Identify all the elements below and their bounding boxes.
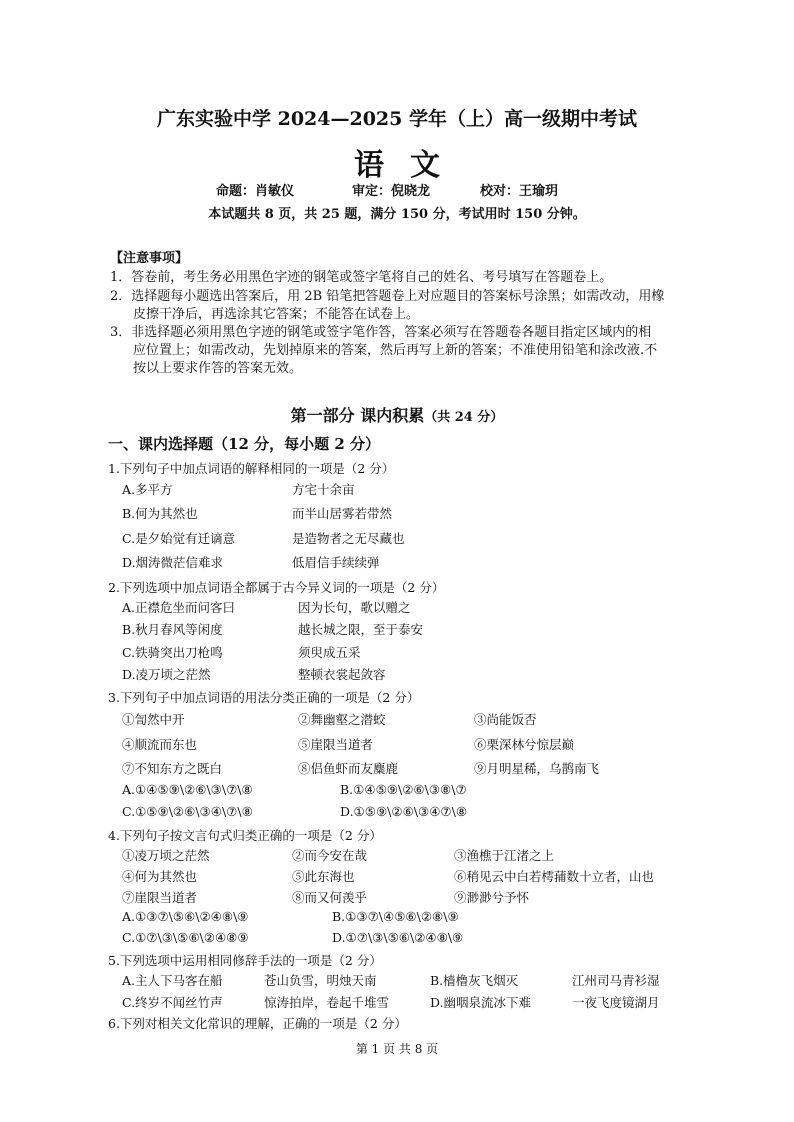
q3-item: ⑥栗深林兮惊层巅 xyxy=(474,737,575,752)
exam-title: 广东实验中学 2024—2025 学年（上）高一级期中考试 xyxy=(157,108,637,130)
q2-option-c1: C.铁骑突出刀枪鸣 xyxy=(122,645,223,660)
q5-option-d1: D.幽咽泉流冰下难 xyxy=(430,995,532,1010)
q5-option-a1: A.主人下马客在船 xyxy=(122,973,223,988)
q3-item: ③尚能饭否 xyxy=(474,712,537,727)
q5-option-d2: 一夜飞度镜湖月 xyxy=(572,995,660,1010)
q4-option-a: A.①③⑦\⑤⑥\②④⑧\⑨ xyxy=(122,909,249,924)
q4-option-c: C.①⑦\③\⑤⑥\②④⑧⑨ xyxy=(122,930,249,945)
notice-title: 【注意事项】 xyxy=(110,251,189,266)
proposer: 命题：肖敏仪 xyxy=(216,184,295,199)
q2-option-c2: 须臾成五采 xyxy=(298,645,361,660)
q1-option-c2: 是造物者之无尽藏也 xyxy=(292,531,405,546)
authors-line xyxy=(216,180,558,199)
q2-stem: 2.下列选项中加点词语全都属于古今异义词的一项是（2 分） xyxy=(108,580,445,595)
q1-option-b1: B.何为其然也 xyxy=(122,506,198,521)
q5-option-c2: 惊涛拍岸，卷起千堆雪 xyxy=(264,995,390,1010)
q1-stem: 1.下列句子中加点词语的解释相同的一项是（2 分） xyxy=(108,461,395,476)
q4-item: ③渔樵于江渚之上 xyxy=(454,848,555,863)
q2-option-a2: 因为长句，歌以赠之 xyxy=(298,600,411,615)
q3-stem: 3.下列句子中加点词语的用法分类正确的一项是（2 分） xyxy=(108,690,420,705)
notice-line-3: 皮擦干净后，再选涂其它答案；不能答在试卷上。 xyxy=(133,307,420,322)
section-title: 一、课内选择题（12 分，每小题 2 分） xyxy=(108,435,380,453)
q4-item: ⑧而又何羡乎 xyxy=(292,890,368,905)
q2-option-d2: 整顿衣裳起敛容 xyxy=(298,667,386,682)
q5-option-b2: 江州司马青衫湿 xyxy=(572,973,660,988)
notice-line-6: 按以上要求作答的答案无效。 xyxy=(133,361,303,376)
q4-item: ⑨渺渺兮予怀 xyxy=(454,890,530,905)
q1-option-c1: C.是夕始觉有迁谪意 xyxy=(122,531,236,546)
q3-item: ⑧侣鱼虾而友麋鹿 xyxy=(298,761,399,776)
part-title: 第一部分 课内积累（共 24 分） xyxy=(290,406,504,425)
q3-option-b: B.①④⑤⑨\②⑥\③⑧\⑦ xyxy=(340,782,467,797)
q1-option-b2: 而半山居雾若带然 xyxy=(292,506,393,521)
q2-option-b2: 越长城之限，至于泰安 xyxy=(298,622,424,637)
q3-option-a: A.①④⑤⑨\②⑥\③\⑦\⑧ xyxy=(122,782,253,797)
q3-option-c: C.①⑤⑨\②⑥\③④\⑦\⑧ xyxy=(122,804,253,819)
page-number: 第 1 页 共 8 页 xyxy=(355,1042,439,1056)
q6-stem: 6.下列对相关文化常识的理解，正确的一项是（2 分） xyxy=(108,1016,407,1031)
q3-item: ②舞幽壑之潜蛟 xyxy=(298,712,386,727)
q4-option-d: D.①⑦\③\⑤⑥\②④⑧\⑨ xyxy=(332,930,464,945)
notice-line-4: 3．非选择题必须用黑色字迹的钢笔或签字笔作答，答案必须写在答题卷各题目指定区域内的相 xyxy=(110,325,652,340)
q4-stem: 4.下列句子按文言句式归类正确的一项是（2 分） xyxy=(108,828,382,843)
q3-item: ⑨月明星稀，乌鹊南飞 xyxy=(474,761,600,776)
proofreader: 校对：王瑜玥 xyxy=(480,184,559,199)
q4-option-b: B.①③⑦\④⑤⑥\②⑧\⑨ xyxy=(332,909,459,924)
q3-item: ①訇然中开 xyxy=(122,712,185,727)
exam-info: 本试题共 8 页，共 25 题，满分 150 分，考试用时 150 分钟。 xyxy=(208,207,586,222)
q1-option-d2: 低眉信手续续弹 xyxy=(292,555,380,570)
reviewer: 审定：倪晓龙 xyxy=(352,184,431,199)
q2-option-a1: A.正襟危坐而问客曰 xyxy=(122,600,236,615)
q4-item: ②而今安在哉 xyxy=(292,848,368,863)
notice-line-1: 1．答卷前，考生务必用黑色字迹的钢笔或签字笔将自己的姓名、考号填写在答题卷上。 xyxy=(110,270,613,285)
q1-option-a2: 方宅十余亩 xyxy=(292,482,355,497)
q3-item: ④顺流而东也 xyxy=(122,737,198,752)
q4-item: ④何为其然也 xyxy=(122,869,198,884)
q5-option-c1: C.终岁不闻丝竹声 xyxy=(122,995,223,1010)
q3-item: ⑤崖限当道者 xyxy=(298,737,374,752)
q3-item: ⑦不知东方之既白 xyxy=(122,761,223,776)
q5-option-b1: B.樯橹灰飞烟灭 xyxy=(430,973,519,988)
notice-line-2: 2．选择题每小题选出答案后，用 2B 铅笔把答题卷上对应题目的答案标号涂黑；如需改动，用橡 xyxy=(110,289,665,304)
q4-item: ⑤此东海也 xyxy=(292,869,355,884)
q4-item: ⑥稍见云中白若樗蒱数十立者，山也 xyxy=(454,869,655,884)
q2-option-d1: D.凌万顷之茫然 xyxy=(122,667,211,682)
q5-stem: 5.下列选项中运用相同修辞手法的一项是（2 分） xyxy=(108,953,382,968)
notice-line-5: 应位置上；如需改动，先划掉原来的答案，然后再写上新的答案；不准使用铅笔和涂改液.不 xyxy=(133,343,658,358)
q3-option-d: D.①⑤⑨\②⑥\③④⑦\⑧ xyxy=(340,804,468,819)
q1-option-a1: A.多平方 xyxy=(122,482,173,497)
q5-option-a2: 苍山负雪，明烛天南 xyxy=(264,973,377,988)
q1-option-d1: D.烟涛微茫信难求 xyxy=(122,555,224,570)
subject-title: 语文 xyxy=(354,148,466,183)
q4-item: ①凌万顷之茫然 xyxy=(122,848,210,863)
q2-option-b1: B.秋月春风等闲度 xyxy=(122,622,223,637)
q4-item: ⑦崖限当道者 xyxy=(122,890,198,905)
